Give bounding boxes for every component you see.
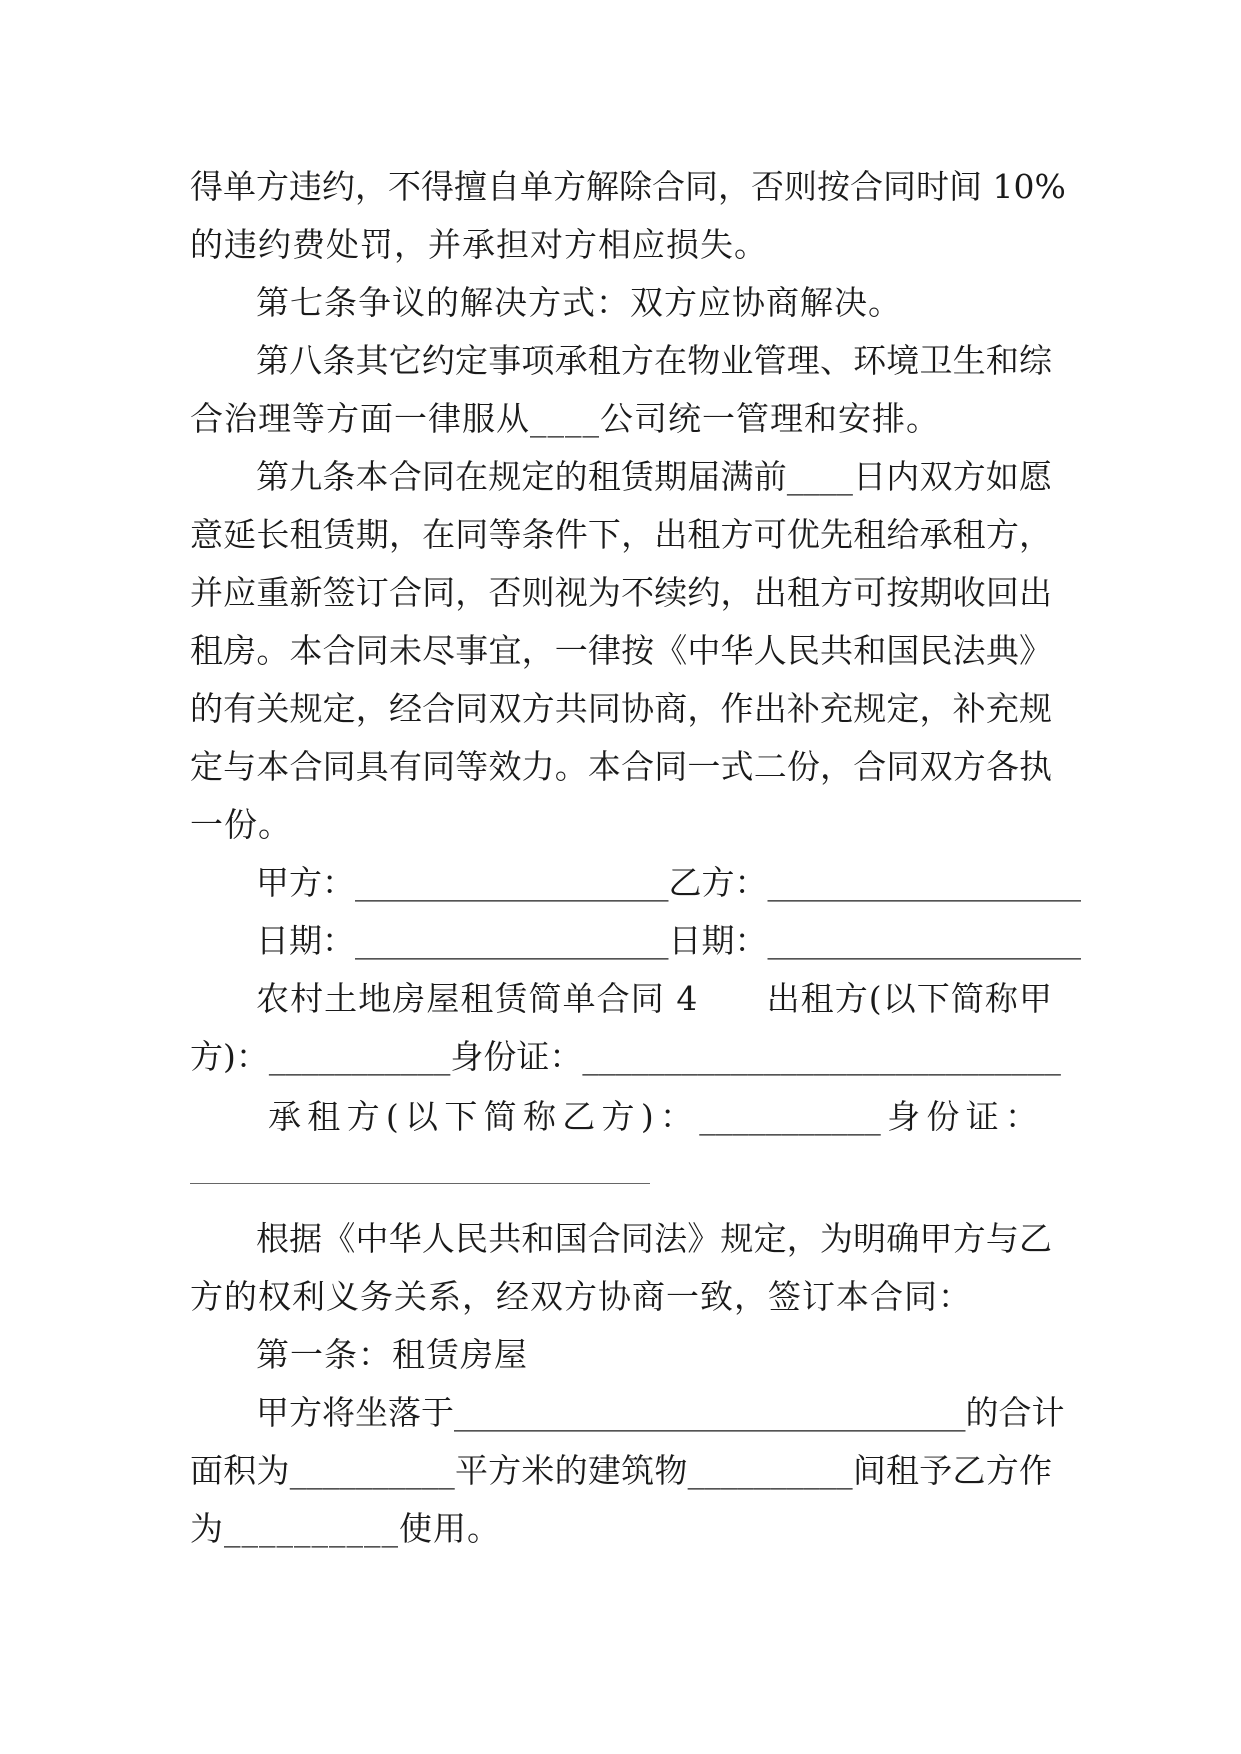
text-line: 意延长租赁期，在同等条件下，出租方可优先租给承租方， (190, 515, 1052, 554)
blank-rule (190, 1183, 650, 1184)
text-line: 合治理等方面一律服从____公司统一管理和安排。 (190, 399, 940, 438)
text-line: 一份。 (190, 805, 292, 844)
contract-title-line: 农村土地房屋租赁简单合同 4 出租方(以下简称甲 (256, 979, 1052, 1018)
text-line: 得单方违约，不得擅自单方解除合同，否则按合同时间 10% (190, 167, 1066, 206)
text-line: 的违约费处罚，并承担对方相应损失。 (190, 225, 768, 264)
text-line: 定与本合同具有同等效力。本合同一式二份，合同双方各执 (190, 747, 1052, 786)
text-line: 根据《中华人民共和国合同法》规定，为明确甲方与乙 (256, 1219, 1052, 1258)
text-line: 第九条本合同在规定的租赁期届满前____日内双方如愿 (256, 457, 1052, 496)
text-line: 第八条其它约定事项承租方在物业管理、环境卫生和综 (256, 341, 1052, 380)
text-line: 承租方(以下简称乙方)：___________身份证： (268, 1097, 1038, 1136)
text-line: 第七条争议的解决方式：双方应协商解决。 (256, 283, 902, 322)
section-heading: 第一条：租赁房屋 (256, 1335, 528, 1374)
text-line: 甲方将坐落于_______________________________的合计 (256, 1393, 1065, 1432)
text-line: 并应重新签订合同，否则视为不续约，出租方可按期收回出 (190, 573, 1052, 612)
text-line: 方)：___________身份证：_____________________________ (190, 1037, 1061, 1076)
text-line: 租房。本合同未尽事宜，一律按《中华人民共和国民法典》 (190, 631, 1052, 670)
text-line: 为__________使用。 (190, 1509, 501, 1548)
text-line: 方的权利义务关系，经双方协商一致，签订本合同： (190, 1277, 972, 1316)
text-line: 面积为__________平方米的建筑物__________间租予乙方作 (190, 1451, 1052, 1490)
text-line: 的有关规定，经合同双方共同协商，作出补充规定，补充规 (190, 689, 1052, 728)
signature-line-date: 日期：___________________日期：___________________ (256, 921, 1081, 960)
signature-line-party: 甲方：___________________乙方：___________________ (256, 863, 1081, 902)
